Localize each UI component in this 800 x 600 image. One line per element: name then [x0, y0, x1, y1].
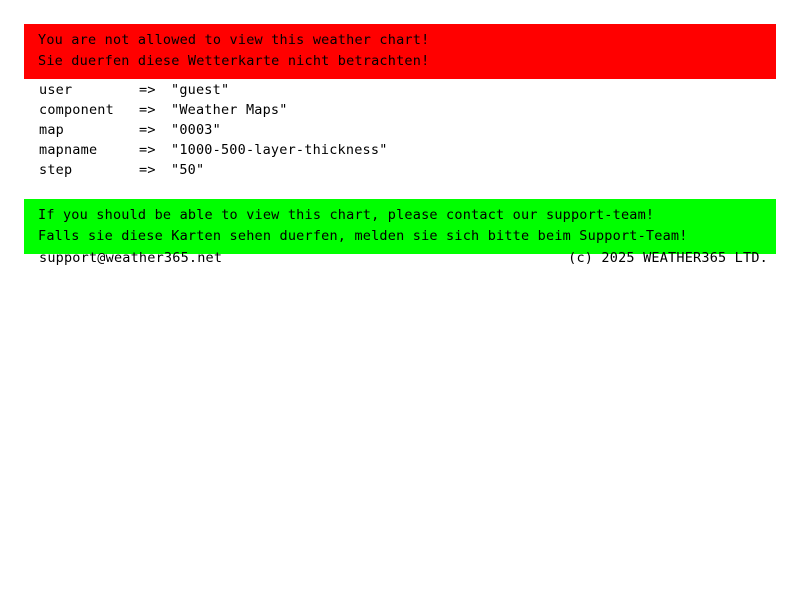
parameter-key: user: [39, 82, 73, 98]
support-banner-line-en: If you should be able to view this chart, please contact our support-team!: [38, 207, 655, 223]
footer: [39, 250, 768, 266]
parameter-arrow: =>: [139, 142, 156, 158]
parameter-key: map: [39, 122, 64, 138]
error-banner-line-en: You are not allowed to view this weather chart!: [38, 32, 430, 48]
parameter-arrow: =>: [139, 162, 156, 178]
parameter-value: "1000-500-layer-thickness": [171, 142, 388, 158]
parameter-row: [39, 80, 388, 100]
parameter-list: [39, 80, 388, 180]
parameter-value: "guest": [171, 82, 230, 98]
parameter-arrow: =>: [139, 122, 156, 138]
parameter-arrow: =>: [139, 82, 156, 98]
support-banner-line-de: Falls sie diese Karten sehen duerfen, melden sie sich bitte beim Support-Team!: [38, 228, 688, 244]
parameter-arrow: =>: [139, 102, 156, 118]
support-email-link[interactable]: support@weather365.net: [39, 250, 223, 266]
parameter-value: "Weather Maps": [171, 102, 288, 118]
parameter-value: "50": [171, 162, 205, 178]
support-banner: [24, 199, 776, 254]
parameter-row: [39, 140, 388, 160]
parameter-row: [39, 100, 388, 120]
parameter-key: step: [39, 162, 73, 178]
parameter-row: [39, 160, 388, 180]
parameter-key: component: [39, 102, 114, 118]
parameter-key: mapname: [39, 142, 98, 158]
parameter-row: [39, 120, 388, 140]
error-banner: [24, 24, 776, 79]
copyright-notice: (c) 2025 WEATHER365 LTD.: [568, 250, 768, 266]
parameter-value: "0003": [171, 122, 221, 138]
error-banner-line-de: Sie duerfen diese Wetterkarte nicht betrachten!: [38, 53, 430, 69]
